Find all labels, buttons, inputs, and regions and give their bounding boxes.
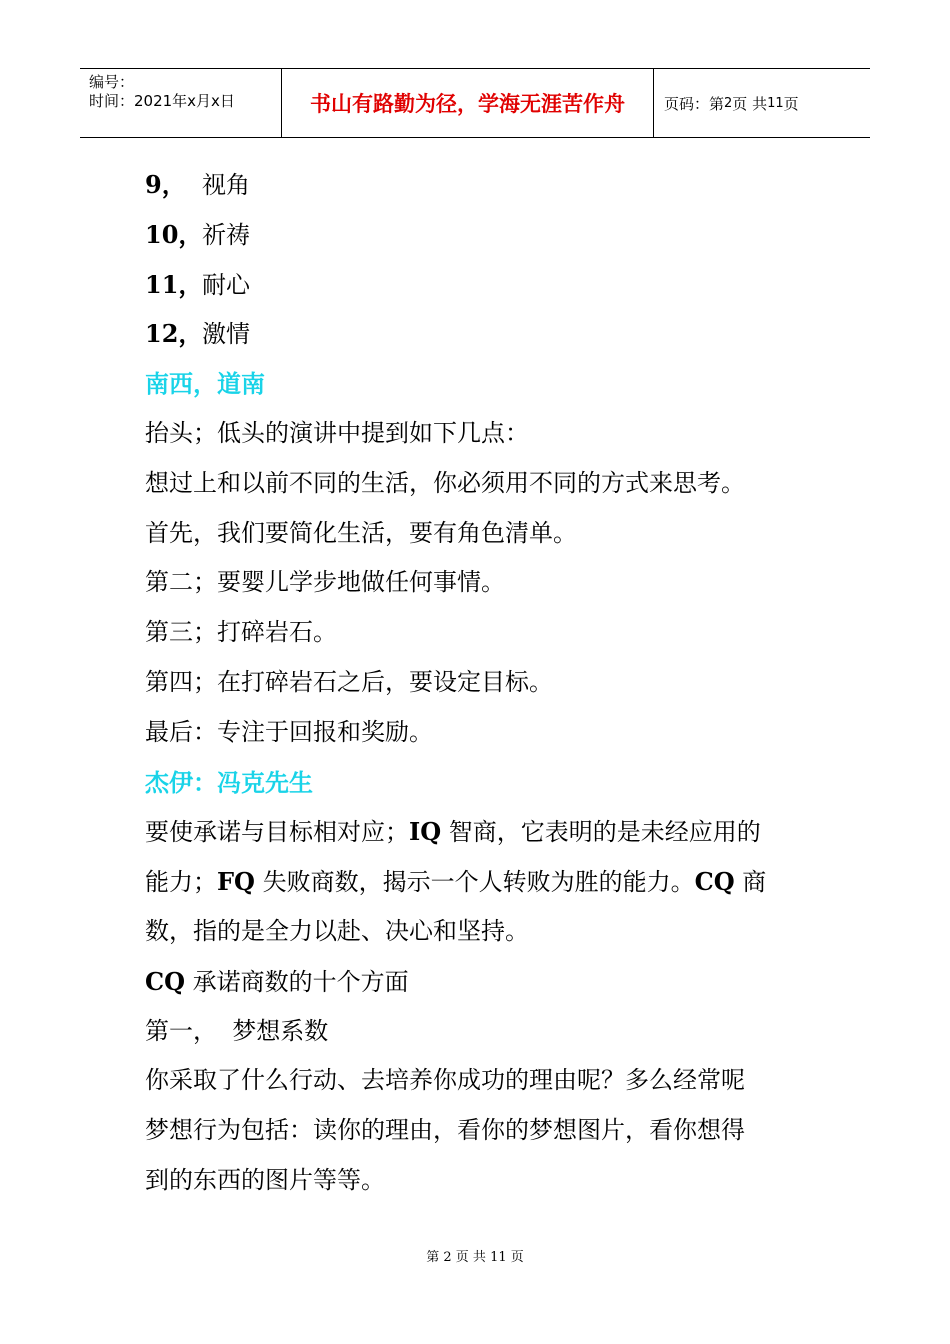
section-heading: 南西，道南 [145,369,265,399]
paragraph-line: 你采取了什么行动、去培养你成功的理由呢？多么经常呢 [145,1066,745,1095]
header-motto-cell [281,69,654,137]
document-body [145,160,825,1206]
paragraph-line: 梦想行为包括：读你的理由，看你的梦想图片，看你想得 [145,1116,745,1145]
list-item: 12，激情 [145,319,250,349]
page-mid: 页 共 [732,94,768,113]
time-label: 时间：2021年x月x日 [89,92,235,110]
paragraph-line: 最后：专注于回报和奖励。 [145,717,433,746]
page-header [80,68,870,138]
paragraph-line: 到的东西的图片等等。 [145,1165,385,1194]
header-meta [80,69,281,137]
paragraph-line: 想过上和以前不同的生活，你必须用不同的方式来思考。 [145,468,745,497]
paragraph-line: 第三；打碎岩石。 [145,618,337,647]
header-motto: 书山有路勤为径，学海无涯苦作舟 [310,91,625,116]
subheading: CQ 承诺商数的十个方面 [145,966,409,996]
list-item: 10，祈祷 [145,219,250,249]
page-prefix: 页码：第 [664,94,725,113]
paragraph-line: 能力；FQ 失败商数，揭示一个人转败为胜的能力。CQ 商 [145,867,767,897]
paragraph-line: 要使承诺与目标相对应；IQ 智商，它表明的是未经应用的 [145,817,761,847]
paragraph-line: 数，指的是全力以赴、决心和坚持。 [145,916,529,945]
serial-label: 编号： [89,73,135,91]
page-total: 11 [767,95,784,111]
page-current: 2 [724,95,733,111]
list-item: 9， 视角 [145,170,250,199]
header-page-number [654,69,870,137]
paragraph-line: 首先，我们要简化生活，要有角色清单。 [145,518,577,547]
paragraph-line: 第四；在打碎岩石之后，要设定目标。 [145,667,553,696]
paragraph-line: 第二；要婴儿学步地做任何事情。 [145,568,505,597]
page-suffix: 页 [783,94,799,113]
section-heading: 杰伊：冯克先生 [145,767,313,797]
list-item: 11，耐心 [145,269,250,299]
paragraph-line: 第一， 梦想系数 [145,1016,329,1045]
page-footer: 第 2 页 共 11 页 [426,1250,524,1265]
paragraph-line: 抬头；低头的演讲中提到如下几点： [145,418,529,447]
